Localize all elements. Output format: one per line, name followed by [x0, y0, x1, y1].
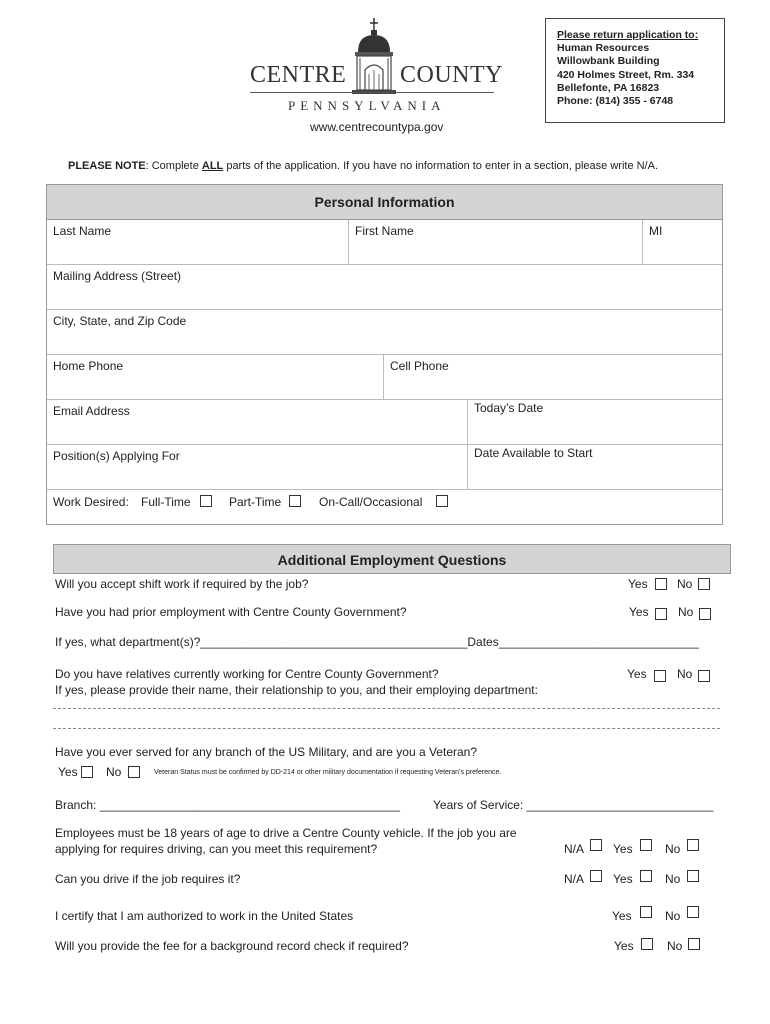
can-drive-na-checkbox[interactable] — [590, 870, 602, 882]
field-label: First Name — [355, 224, 414, 238]
return-line: 420 Holmes Street, Rm. 334 — [557, 68, 695, 81]
full-time-checkbox[interactable] — [200, 495, 212, 507]
shift-yes-checkbox[interactable] — [655, 578, 667, 590]
email-row — [47, 400, 722, 445]
answer-line[interactable] — [53, 708, 720, 709]
yes-label: Yes — [628, 577, 648, 591]
return-address-box — [545, 18, 725, 123]
yes-label: Yes — [612, 909, 632, 923]
first-name-field[interactable] — [348, 220, 642, 264]
yes-label: Yes — [629, 605, 649, 619]
yes-label: Yes — [613, 842, 633, 856]
relatives-no-checkbox[interactable] — [698, 670, 710, 682]
prior-no-checkbox[interactable] — [699, 608, 711, 620]
logo-divider — [250, 92, 494, 93]
department-dates-line[interactable]: If yes, what department(s)?________________________________________Dates______________________________ — [55, 635, 699, 649]
no-label: No — [677, 577, 693, 591]
authorized-no-checkbox[interactable] — [687, 906, 699, 918]
note-label: PLEASE NOTE — [68, 160, 146, 172]
field-label: Home Phone — [53, 359, 124, 373]
shift-work-question: Will you accept shift work if required by the job? — [55, 577, 309, 591]
field-label: Last Name — [53, 224, 112, 238]
na-label: N/A — [564, 872, 585, 886]
no-label: No — [665, 842, 681, 856]
field-label: MI — [649, 224, 663, 238]
city-state-zip-field[interactable] — [47, 310, 722, 354]
return-line: Human Resources — [557, 42, 650, 55]
no-label: No — [106, 765, 122, 779]
return-line: Bellefonte, PA 16823 — [557, 81, 660, 94]
return-line: Willowbank Building — [557, 55, 660, 68]
personal-information-section — [46, 184, 723, 525]
can-drive-no-checkbox[interactable] — [687, 870, 699, 882]
prior-yes-checkbox[interactable] — [655, 608, 667, 620]
background-check-question: Will you provide the fee for a background record check if required? — [55, 939, 409, 953]
additional-questions-title: Additional Employment Questions — [53, 544, 731, 574]
work-desired-row — [47, 490, 722, 523]
yes-label: Yes — [58, 765, 78, 779]
section-title: Personal Information — [47, 185, 722, 220]
home-phone-field[interactable] — [47, 355, 383, 399]
prior-employment-question: Have you had prior employment with Centre County Government? — [55, 605, 407, 619]
na-label: N/A — [564, 842, 585, 856]
yes-label: Yes — [614, 939, 634, 953]
shift-no-checkbox[interactable] — [698, 578, 710, 590]
military-no-checkbox[interactable] — [128, 766, 140, 778]
full-time-label: Full-Time — [141, 495, 191, 509]
on-call-checkbox[interactable] — [436, 495, 448, 507]
field-label: Today’s Date — [474, 401, 544, 415]
county-logo — [248, 16, 510, 134]
driving-question-line1: Employees must be 18 years of age to drive a Centre County vehicle. If the job you are — [55, 826, 517, 840]
authorized-yes-checkbox[interactable] — [640, 906, 652, 918]
middle-initial-field[interactable] — [642, 220, 722, 264]
veteran-note: Veteran Status must be confirmed by DD-214 or other military documentation if requesting Veteran’s preference. — [154, 769, 502, 776]
cell-phone-field[interactable] — [383, 355, 722, 399]
logo-word-county: COUNTY — [400, 62, 503, 88]
branch-line[interactable]: Branch: _____________________________________________ — [55, 798, 401, 812]
phone-row — [47, 355, 722, 400]
position-row — [47, 445, 722, 490]
work-desired-label: Work Desired: — [53, 495, 129, 509]
no-label: No — [677, 667, 693, 681]
note-text: parts of the application. If you have no information to enter in a section, please write N/A. — [223, 160, 659, 172]
field-label: City, State, and Zip Code — [53, 314, 187, 328]
logo-word-centre: CENTRE — [250, 62, 347, 88]
logo-word-pennsylvania: PENNSYLVANIA — [288, 98, 446, 113]
yes-label: Yes — [627, 667, 647, 681]
street-row — [47, 265, 722, 310]
no-label: No — [665, 909, 681, 923]
driving-na-checkbox[interactable] — [590, 839, 602, 851]
note-text: : Complete — [145, 160, 202, 172]
answer-line[interactable] — [53, 728, 720, 729]
please-note — [68, 160, 658, 172]
driving-yes-checkbox[interactable] — [640, 839, 652, 851]
email-field[interactable] — [47, 400, 467, 444]
work-authorization-question: I certify that I am authorized to work in the United States — [55, 909, 354, 923]
can-drive-question: Can you drive if the job requires it? — [55, 872, 241, 886]
position-field[interactable] — [47, 445, 467, 489]
todays-date-field[interactable] — [467, 400, 722, 444]
can-drive-yes-checkbox[interactable] — [640, 870, 652, 882]
date-available-field[interactable] — [467, 445, 722, 489]
return-line: Phone: (814) 355 - 6748 — [557, 95, 674, 108]
courthouse-dome-icon — [346, 18, 402, 94]
driving-no-checkbox[interactable] — [687, 839, 699, 851]
field-label: Email Address — [53, 404, 130, 418]
relatives-question: Do you have relatives currently working for Centre County Government? — [55, 667, 439, 681]
military-yes-checkbox[interactable] — [81, 766, 93, 778]
relatives-detail: If yes, please provide their name, their relationship to you, and their employing department: — [55, 683, 538, 697]
part-time-label: Part-Time — [229, 495, 282, 509]
note-emphasis: ALL — [201, 160, 224, 172]
field-label: Position(s) Applying For — [53, 449, 180, 463]
on-call-label: On-Call/Occasional — [319, 495, 423, 509]
no-label: No — [665, 872, 681, 886]
return-title: Please return application to: — [557, 29, 699, 41]
name-row — [47, 220, 722, 265]
street-field[interactable] — [47, 265, 722, 309]
field-label: Mailing Address (Street) — [53, 269, 182, 283]
no-label: No — [667, 939, 683, 953]
field-label: Date Available to Start — [474, 446, 593, 460]
no-label: No — [678, 605, 694, 619]
driving-question-line2: applying for requires driving, can you meet this requirement? — [55, 842, 378, 856]
military-question: Have you ever served for any branch of the US Military, and are you a Veteran? — [55, 745, 478, 759]
part-time-checkbox[interactable] — [289, 495, 301, 507]
relatives-yes-checkbox[interactable] — [654, 670, 666, 682]
city-row — [47, 310, 722, 355]
fee-yes-checkbox[interactable] — [641, 938, 653, 950]
yes-label: Yes — [613, 872, 633, 886]
fee-no-checkbox[interactable] — [688, 938, 700, 950]
years-of-service-line[interactable]: Years of Service: ____________________________ — [433, 798, 714, 812]
field-label: Cell Phone — [390, 359, 449, 373]
last-name-field[interactable] — [47, 220, 348, 264]
website-link[interactable]: www.centrecountypa.gov — [310, 120, 444, 134]
